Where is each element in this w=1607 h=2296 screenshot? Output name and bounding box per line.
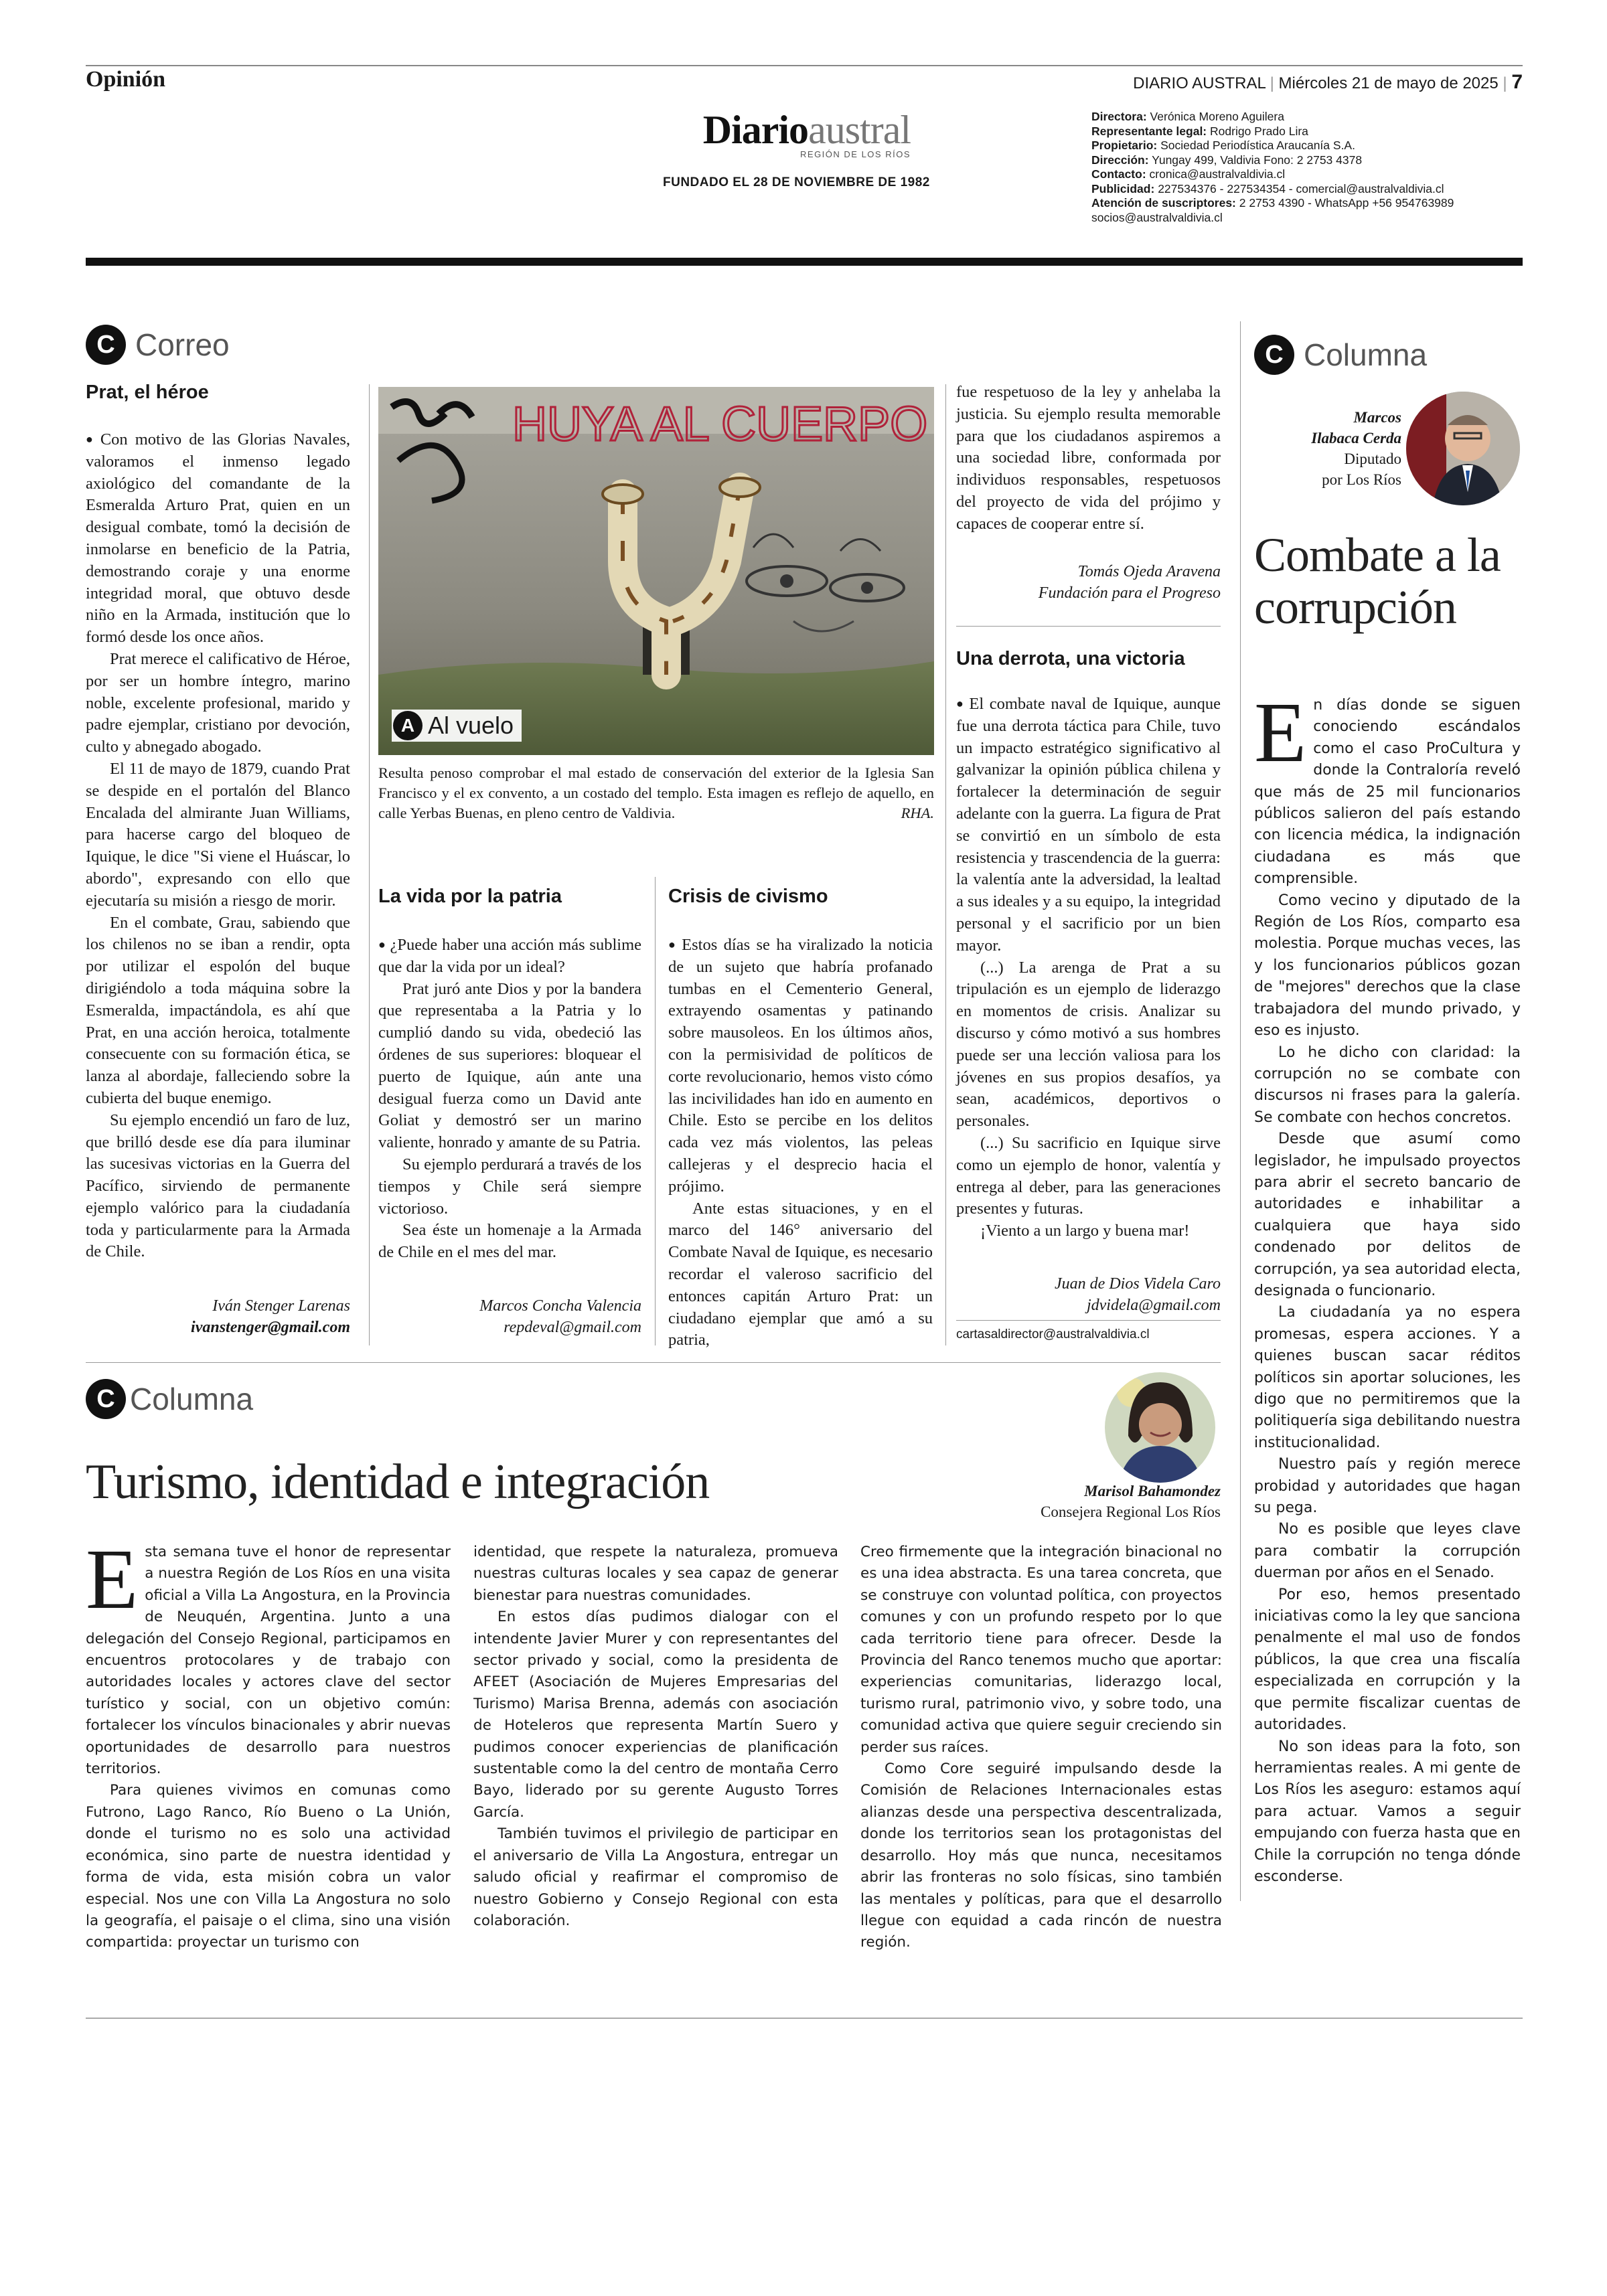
staff-row	[1091, 211, 1454, 226]
letter2-title: La vida por la patria	[378, 886, 562, 907]
column-bottom-badge: C	[86, 1379, 126, 1419]
al-vuelo-badge: A	[393, 711, 423, 740]
column-bottom-author: Marisol Bahamondez	[1084, 1483, 1221, 1499]
staff-row	[1091, 167, 1454, 182]
masthead-b: austral	[808, 108, 911, 152]
staff-label: Representante legal:	[1091, 124, 1207, 138]
column-right-para-5: Nuestro país y región merece probidad y autoridades que hagan su pega.	[1254, 1456, 1521, 1517]
column-right-para-1: Como vecino y diputado de la Región de Los Ríos, comparto esa molestia. Porque muchas veces, las y los funcionarios públicos gozan de "mejores" derechos que la clase trabajadora del mundo privado, y eso es injusto.	[1254, 892, 1521, 1040]
letter1-para-1: Prat merece el calificativo de Héroe, por ser un hombre íntegro, marino noble, excelente profesional, marido y padre ejemplar, cristiano por devoción, culto y abnegado abogado.	[86, 649, 350, 756]
column-right-role1: Diputado	[1344, 450, 1401, 467]
correo-badge: C	[86, 325, 126, 365]
letter3-author: Tomás Ojeda Aravena	[1077, 563, 1221, 580]
staff-value: Yungay 499, Valdivia Fono: 2 2753 4378	[1152, 153, 1363, 167]
column-right-para-2: Lo he dicho con claridad: la corrupción no se combate con discursos ni frases para la galería. Se combate con hechos concretos.	[1254, 1044, 1521, 1126]
letter4-para-1: (...) La arenga de Prat a su tripulación es un ejemplo de liderazgo en momentos de crisis. Analizar su discurso y cómo motivó a sus hombres puede ser una lección valiosa para los jóvenes en sus propios desafíos, ya sean, académicos, deportivos o personales.	[956, 958, 1221, 1131]
staff-box	[1091, 110, 1454, 225]
letter4-signature	[956, 1273, 1221, 1316]
photo-caption	[378, 763, 934, 823]
column-right-body	[1254, 685, 1521, 1888]
staff-label: Directora:	[1091, 110, 1147, 123]
staff-row	[1091, 182, 1454, 197]
letter2-body	[378, 934, 641, 1264]
column-right-author-last: Ilabaca Cerda	[1311, 430, 1401, 446]
photo-credit: RHA.	[901, 805, 934, 821]
letter4-para-2: (...) Su sacrificio en Iquique sirve como un ejemplo de honor, valentía y entrega al deber, para las generaciones presentes y futuras.	[956, 1133, 1221, 1218]
founded-line: FUNDADO EL 28 DE NOVIEMBRE DE 1982	[663, 175, 930, 189]
staff-value: socios@australvaldivia.cl	[1091, 210, 1223, 224]
letter3-body-a	[668, 934, 933, 1351]
staff-row	[1091, 153, 1454, 168]
photo-caption-text: Resulta penoso comprobar el mal estado de conservación del exterior de la Iglesia San Francisco y el ex convento, a un costado del templo. Esta imagen es reflejo de aquello, en calle Yerbas Buenas, en pleno centro de Valdivia.	[378, 764, 934, 821]
column-bottom-col1-para-1: Para quienes vivimos en comunas como Futrono, Lago Ranco, Río Bueno o La Unión, donde el turismo no es solo una actividad económica, sino parte de nuestra identidad y forma de vida, esta misión cobra un valor especial. Nos une con Villa La Angostura no solo la geografía, el paisaje o el clima, sino una visión compartida: proyectar un turismo con	[86, 1782, 451, 1951]
column-right-para-0: n días donde se siguen conociendo escándalos como el caso ProCultura y donde la Contraloría reveló que más de 25 mil funcionarios públicos salieron del país estando con licencia médica, la indignación ciudadana es más que comprensible.	[1254, 697, 1521, 888]
letter2-email: repdeval@gmail.com	[504, 1319, 641, 1336]
staff-label: Propietario:	[1091, 139, 1158, 152]
al-vuelo-tag	[392, 710, 522, 742]
al-vuelo-label: Al vuelo	[428, 712, 514, 739]
column-bottom-col1-para-0: sta semana tuve el honor de representar a nuestra Región de Los Ríos en una visita oficial a Villa La Angostura, en la Provincia de Neuquén, Argentina. Junto a una delegación del Consejo Regional, participamos en encuentros protocolares y de trabajo con autoridades locales y actores clave del sector turístico y social, con un objetivo común: fortalecer los vínculos binacionales y abrir nuevas oportunidades de desarrollo para nuestros territorios.	[86, 1544, 451, 1778]
column-right-para-7: Por eso, hemos presentado iniciativas como la ley que sanciona penalmente el mal uso de fondos públicos, la que crea una fiscalía especializada en corrupción y la que permite fiscalizar cuentas de autoridades.	[1254, 1586, 1521, 1734]
letter2-para-1: Prat juró ante Dios y por la bandera que representaba a la Patria y lo cumplió dando su vida, obedeció las órdenes de sus superiores: bloquear el puerto de Iquique, aún ante una desigual fuerza como un David ante Goliat y demostró ser un marino valiente, honrado y amante de su Patria.	[378, 979, 641, 1152]
column-right-headline-1: Combate a la	[1254, 528, 1501, 582]
letter1-author: Iván Stenger Larenas	[212, 1297, 350, 1315]
staff-label: Publicidad:	[1091, 181, 1155, 195]
letter2-para-3: Sea éste un homenaje a la Armada de Chile en el mes del mar.	[378, 1221, 641, 1262]
letter1-para-0: ● Con motivo de las Glorias Navales, valoramos el inmenso legado axiológico del comandante de la Esmeralda Arturo Prat, quien en un desigual combate, tomó la decisión de inmolarse en beneficio de la Patria, demostrando coraje y una enorme integridad moral, que obtuvo desde niño en la Armada, institución que lo formó desde los once años.	[86, 428, 350, 649]
correo-head	[86, 325, 230, 365]
letter1-signature	[86, 1295, 350, 1338]
staff-label: Atención de suscriptores:	[1091, 196, 1236, 210]
column-bottom-role: Consejera Regional Los Ríos	[1041, 1503, 1221, 1520]
column-bottom-headline: Turismo, identidad e integración	[86, 1455, 710, 1509]
letter4-para-3: ¡Viento a un largo y buena mar!	[980, 1222, 1190, 1240]
column-bottom-col3-para-0: Creo firmemente que la integración binacional no es una idea abstracta. Es una tarea concreta, que se construye con voluntad política, con proyectos comunes y con un profundo respeto por lo que cada territorio tiene para ofrecer. Desde la Provincia del Ranco tenemos mucho que aportar: experiencias comunitarias, liderazgo local, turismo rural, patrimonio vivo, y sobre todo, una comunidad activa que quiere seguir creciendo sin perder sus raíces.	[860, 1544, 1222, 1756]
column-bottom-head	[86, 1379, 253, 1419]
column-bottom-col3	[860, 1542, 1222, 1954]
letter1-title: Prat, el héroe	[86, 382, 209, 403]
staff-value: Verónica Moreno Aguilera	[1150, 110, 1284, 123]
letter4-title: Una derrota, una victoria	[956, 648, 1185, 669]
letter4-email: jdvidela@gmail.com	[1086, 1297, 1221, 1314]
staff-value: Rodrigo Prado Lira	[1210, 124, 1308, 138]
paper-date-line: DIARIO AUSTRAL | Miércoles 21 de mayo de 2025 | 7	[1133, 71, 1523, 93]
column-bottom-col1-para-dropcap: E	[86, 1532, 139, 1627]
column-bottom-col2	[473, 1542, 838, 1932]
letter4-para-0: ● El combate naval de Iquique, aunque fue una derrota táctica para Chile, tuvo un impacto estratégico significativo al galvanizar la opinión pública chilena y fortalecer la determinación de seguir adelante con la guerra. La figura de Prat se convirtió en un símbolo de esta resistencia y trascendencia de la guerra: la valentía ante la adversidad, la lealtad a sus ideales y a su equipo, la integridad personal y el sacrificio por un bien mayor.	[956, 693, 1221, 957]
page-number: 7	[1511, 71, 1523, 93]
letter2-signature	[378, 1295, 641, 1338]
correo-word: Correo	[135, 327, 230, 362]
column-bottom-author-box	[870, 1481, 1221, 1522]
column-right-headline-2: corrupción	[1254, 580, 1456, 634]
paper-name: DIARIO AUSTRAL	[1133, 74, 1266, 92]
column-right-headline	[1254, 529, 1515, 633]
graffiti-text: HUYA AL CUERPO	[512, 398, 928, 451]
column-bottom-col2-para-2: También tuvimos el privilegio de participar en el aniversario de Villa La Angostura, entregar un saludo oficial y reafirmar el compromiso de nuestro Gobierno y Consejo Regional con esta colaboración.	[473, 1825, 838, 1929]
letters-footer-email: cartasaldirector@australvaldivia.cl	[956, 1327, 1150, 1341]
masthead-a: Diario	[702, 108, 809, 152]
column-right-para-4: La ciudadanía ya no espera promesas, espera acciones. Y a quienes buscan sacar réditos políticos sin aportar soluciones, les digo que no permitiremos que la politiquería siga debilitando nuestra institucionalidad.	[1254, 1304, 1521, 1451]
letter3-para-1: Ante estas situaciones, y en el marco del 146° aniversario del Combate Naval de Iquique, es necesario recordar el valeroso sacrificio del entonces capitán Arturo Prat: un ciudadano ejemplar que amó a su patria,	[668, 1199, 933, 1349]
column-bottom-col2-para-0: identidad, que respete la naturaleza, promueva nuestras culturas locales y sea capaz de generar bienestar para nuestras comunidades.	[473, 1544, 838, 1604]
column-right-para-dropcap: E	[1254, 685, 1307, 780]
al-vuelo-photo	[378, 387, 934, 755]
letter2-author: Marcos Concha Valencia	[479, 1297, 641, 1315]
staff-row	[1091, 196, 1454, 211]
column-right-author-first: Marcos	[1353, 409, 1401, 426]
letter2-para-0: ● ¿Puede haber una acción más sublime que dar la vida por un ideal?	[378, 934, 641, 979]
letter3-affiliation: Fundación para el Progreso	[1038, 584, 1221, 602]
column-right-role2: por Los Ríos	[1322, 471, 1401, 488]
column-bottom-col3-para-1: Como Core seguiré impulsando desde la Comisión de Relaciones Internacionales estas alianzas desde una perspectiva descentralizada, donde los territorios sean los protagonistas del desarrollo. Hoy más que nunca, necesitamos abrir las fronteras no solo físicas, sino también las mentales y políticas, para que el desarrollo llegue con equidad a cada rincón de nuestra región.	[860, 1760, 1222, 1951]
letter1-para-3: En el combate, Grau, sabiendo que los chilenos no se iban a rendir, opta por utilizar el espolón del buque dirigiéndolo a toda máquina sobre la Esmeralda, impactándola, es ahí que Prat, en una acción heroica, totalmente consecuente con su formación ética, se lanza al abordaje, falleciendo sobre la cubierta del buque enemigo.	[86, 913, 350, 1107]
staff-value: Sociedad Periodística Araucanía S.A.	[1160, 139, 1355, 152]
column-right-para-3: Desde que asumí como legislador, he impulsado proyectos para abrir el secreto bancario de autoridades e inhabilitar a cualquiera que haya sido condenado por delitos de corrupción, ya sea autoridad electa, designada o funcionario.	[1254, 1131, 1521, 1299]
staff-value: 227534376 - 227534354 - comercial@australvaldivia.cl	[1158, 181, 1444, 195]
letter1-para-4: Su ejemplo encendió un faro de luz, que brilló desde ese día para iluminar las sucesivas victorias en la Guerra del Pacífico, sirviendo de permanente ejemplo valórico para la ciudadanía toda y particularmente para la Armada de Chile.	[86, 1111, 350, 1261]
staff-label: Contacto:	[1091, 167, 1146, 181]
column-bottom-col2-para-1: En estos días pudimos dialogar con el intendente Javier Murer y con representantes del sector privado y social, como la presidenta de AFEET (Asociación de Mujeres Empresarias del Turismo) Marisa Brenna, además con asociación de Hoteleros que representa Martín Suero y pudimos conocer experiencias de planificación sustentable como la del centro de montaña Cerro Bayo, liderado por su gerente Augusto Torres García.	[473, 1609, 838, 1821]
column-bottom-author-photo	[1105, 1372, 1215, 1483]
letter1-para-2: El 11 de mayo de 1879, cuando Prat se despide en el portalón del Blanco Encalada del almirante Juan Williams, para hacerse cargo del bloqueo de Iquique, le dice "Si viene el Huáscar, lo abordo", expresando con ello que ejecutaría su misión a riesgo de morir.	[86, 759, 350, 910]
column-right-author-photo	[1406, 392, 1520, 505]
column-right-author-box	[1254, 407, 1401, 490]
letter3-body-b	[956, 382, 1221, 536]
staff-row	[1091, 125, 1454, 139]
letter4-author: Juan de Dios Videla Caro	[1055, 1275, 1221, 1293]
column-bottom-word: Columna	[130, 1382, 254, 1416]
section-label: Opinión	[86, 67, 166, 92]
letter3-para-2: fue respetuoso de la ley y anhelaba la justicia. Su ejemplo resulta memorable para que los ciudadanos aspiremos a una sociedad libre, conformada por individuos responsables, respetuosos del proyecto de vida del prójimo y capaces de cooperar entre sí.	[956, 383, 1221, 533]
column-right-head	[1254, 335, 1427, 375]
letter3-para-0: ● Estos días se ha viralizado la noticia de un sujeto que habría profanado tumbas en el Cementerio General, extrayendo osamentas y patinando sobre mausoleos. En los últimos años, con la permisividad de políticos de corte revolucionario, hemos visto cómo las incivilidades han ido en aumento en Chile. Esto se percibe en los delitos cada vez más violentos, las peleas callejeras y el desprecio hacia el prójimo.	[668, 934, 933, 1198]
letter4-body	[956, 693, 1221, 1242]
staff-row	[1091, 110, 1454, 125]
column-right-para-6: No es posible que leyes clave para combatir la corrupción duerman por años en el Senado.	[1254, 1521, 1521, 1582]
letter1-body	[86, 428, 350, 1263]
staff-label: Dirección:	[1091, 153, 1149, 167]
letter2-para-2: Su ejemplo perdurará a través de los tiempos y Chile será siempre victorioso.	[378, 1155, 641, 1218]
letter3-title: Crisis de civismo	[668, 886, 828, 907]
column-bottom-col1	[86, 1532, 451, 1954]
masthead-logo	[683, 107, 911, 159]
staff-value: 2 2753 4390 - WhatsApp +56 954763989	[1239, 196, 1454, 210]
issue-date: Miércoles 21 de mayo de 2025	[1278, 74, 1499, 92]
column-right-para-8: No son ideas para la foto, son herramientas reales. A mi gente de Los Ríos les aseguro: estamos aquí para actuar. Vamos a seguir empujando con fuerza hasta que en Chile la corrupción no tenga dónde esconderse.	[1254, 1738, 1521, 1885]
column-right-word: Columna	[1304, 337, 1428, 372]
column-right-badge: C	[1254, 335, 1294, 375]
letter3-signature	[956, 561, 1221, 604]
masthead-region: REGIÓN DE LOS RÍOS	[800, 149, 911, 159]
staff-row	[1091, 139, 1454, 153]
wall-pipe-image	[378, 387, 934, 755]
staff-value: cronica@australvaldivia.cl	[1149, 167, 1286, 181]
letter1-email: ivanstenger@gmail.com	[191, 1319, 350, 1336]
